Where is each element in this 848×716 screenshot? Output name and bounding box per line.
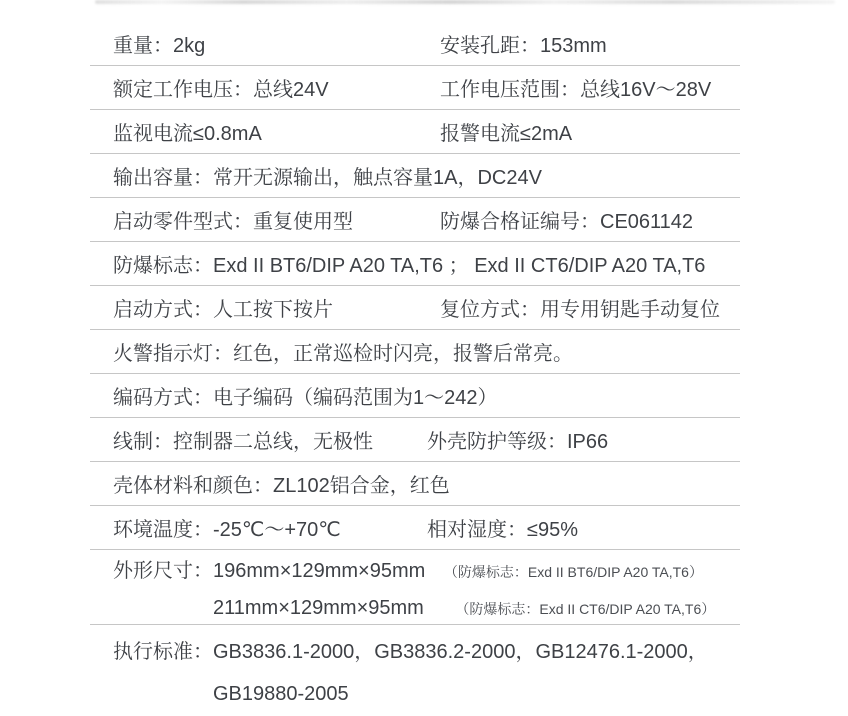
spec-row-coding [90, 374, 740, 418]
spec-dimensions-line-1 [213, 553, 715, 590]
spec-table [90, 22, 740, 716]
spec-alarm-current: 报警电流≤2mA [440, 123, 573, 145]
spec-monitor-current: 监视电流≤0.8mA [113, 123, 262, 145]
spec-dimensions-label: 外形尺寸： [113, 560, 213, 582]
spec-row-shell-material [90, 462, 740, 506]
spec-ip-rating: 外壳防护等级：IP66 [427, 431, 609, 453]
spec-start-part-type: 启动零件型式：重复使用型 [113, 211, 353, 233]
spec-row-dimensions [90, 550, 740, 625]
spec-fire-indicator: 火警指示灯：红色，正常巡检时闪亮，报警后常亮。 [113, 343, 573, 365]
spec-row-current [90, 110, 740, 154]
spec-rated-voltage: 额定工作电压：总线24V [113, 79, 329, 101]
spec-row-fire-indicator [90, 330, 740, 374]
spec-dimension-note-2: （防爆标志：Exd II CT6/DIP A20 TA,T6） [455, 601, 716, 617]
spec-standards-line-2 [213, 673, 740, 715]
spec-standards-values-2: GB19880-2005 [213, 683, 349, 705]
spec-coding-method: 编码方式：电子编码（编码范围为1～242） [113, 387, 498, 409]
spec-row-start-reset [90, 286, 740, 330]
spec-dimension-note-1: （防爆标志：Exd II BT6/DIP A20 TA,T6） [443, 564, 703, 580]
spec-dimension-value-2: 211mm×129mm×95mm [213, 597, 424, 619]
spec-ambient-temperature: 环境温度：-25℃～+70℃ [113, 519, 341, 541]
spec-explosion-cert-number: 防爆合格证编号：CE061142 [440, 211, 694, 233]
spec-reset-method: 复位方式：用专用钥匙手动复位 [440, 299, 720, 321]
spec-row-start-part-cert [90, 198, 740, 242]
spec-row-wiring-ip [90, 418, 740, 462]
spec-dimensions-line-2 [213, 590, 715, 627]
spec-standards-values-1: GB3836.1-2000，GB3836.2-2000，GB12476.1-2000， [213, 641, 708, 663]
spec-dimensions-lines [213, 553, 715, 627]
cropped-text-remnant [95, 0, 835, 4]
spec-explosion-marks: 防爆标志：Exd II BT6/DIP A20 TA,T6 ； Exd II CT6/DIP A20 TA,T6 [113, 255, 706, 277]
spec-standards-line-1 [113, 631, 740, 673]
spec-row-output-capacity [90, 154, 740, 198]
spec-row-weight-mounting [90, 22, 740, 66]
spec-mounting-hole-distance: 安装孔距：153mm [440, 35, 607, 57]
spec-shell-material: 壳体材料和颜色：ZL102铝合金，红色 [113, 475, 450, 497]
spec-dimension-value-1: 196mm×129mm×95mm [213, 560, 426, 582]
spec-relative-humidity: 相对湿度：≤95% [427, 519, 579, 541]
spec-row-environment [90, 506, 740, 550]
spec-row-explosion-marks [90, 242, 740, 286]
spec-row-standards [90, 625, 740, 716]
spec-weight: 重量：2kg [113, 35, 206, 57]
spec-standards-label: 执行标准： [113, 641, 213, 663]
spec-row-voltage [90, 66, 740, 110]
spec-voltage-range: 工作电压范围：总线16V～28V [440, 79, 712, 101]
spec-output-capacity: 输出容量：常开无源输出，触点容量1A，DC24V [113, 167, 542, 189]
spec-start-method: 启动方式：人工按下按片 [113, 299, 333, 321]
spec-wiring: 线制：控制器二总线，无极性 [113, 431, 373, 453]
